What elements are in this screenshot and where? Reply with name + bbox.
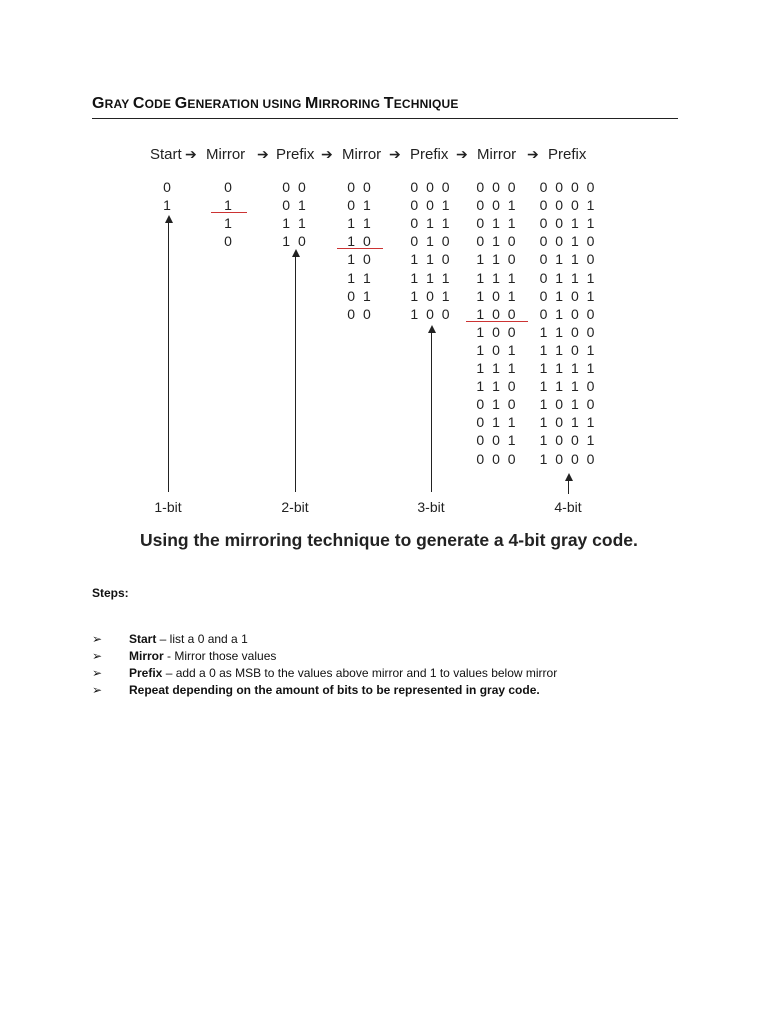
code-value: 0 1 0 1 (539, 287, 597, 304)
code-value: 0 0 (347, 179, 373, 195)
up-arrow-icon (168, 222, 169, 492)
step-text (129, 632, 248, 646)
title-fragment: RAY (104, 97, 133, 111)
code-value: 0 1 1 (410, 215, 452, 232)
code-value: 0 0 1 (476, 432, 518, 449)
code-value: 1 1 0 (410, 251, 452, 268)
code-value: 1 1 (282, 215, 308, 232)
title-fragment: T (383, 95, 394, 112)
step-item (92, 666, 692, 683)
code-value: 0 0 1 (476, 197, 518, 214)
code-value: 0 0 0 (476, 450, 518, 467)
step-label-mirror: Mirror (342, 146, 382, 163)
code-value: 0 1 0 (476, 396, 518, 413)
bit-label: 4-bit (554, 499, 582, 515)
code-value: 0 1 (347, 197, 373, 214)
code-value: 1 1 (347, 215, 373, 232)
code-value: 0 1 1 (476, 215, 518, 232)
code-value: 0 1 (282, 197, 308, 214)
code-value: 1 0 1 (476, 341, 518, 358)
step-item (92, 683, 692, 700)
step-keyword: Mirror (129, 649, 164, 663)
step-text (129, 683, 540, 697)
code-value: 1 0 (347, 251, 373, 268)
title-underline (92, 118, 678, 119)
title-fragment: G (174, 95, 188, 112)
step-description: – add a 0 as MSB to the values above mirror and 1 to values below mirror (162, 666, 558, 680)
code-value: 0 0 1 0 (539, 233, 597, 250)
right-arrow-icon: ➔ (527, 146, 539, 162)
step-label-start: Start (150, 146, 182, 163)
code-value: 0 0 1 (410, 197, 452, 214)
title-fragment: ODE (144, 97, 175, 111)
bit-label: 3-bit (417, 499, 445, 515)
code-value: 0 0 0 (410, 179, 452, 195)
step-item (92, 632, 692, 649)
up-arrow-icon (295, 256, 296, 492)
title-fragment: ECHNIQUE (393, 97, 459, 111)
code-value: 0 0 0 0 (539, 179, 597, 195)
arrow-bullet-icon: ➢ (92, 683, 103, 697)
step-label-mirror: Mirror (206, 146, 246, 163)
bit-label: 1-bit (154, 499, 182, 515)
code-value: 1 0 0 0 (539, 450, 597, 467)
step-text (129, 666, 557, 680)
code-value: 1 1 0 (476, 251, 518, 268)
right-arrow-icon: ➔ (389, 146, 401, 162)
step-label-mirror: Mirror (477, 146, 517, 163)
code-value: 0 1 1 0 (539, 251, 597, 268)
right-arrow-icon: ➔ (257, 146, 269, 162)
steps-heading: Steps: (92, 586, 129, 600)
up-arrow-icon (568, 480, 569, 494)
code-value: 1 (224, 197, 234, 214)
step-description: – list a 0 and a 1 (156, 632, 248, 646)
code-value: 1 0 1 (476, 287, 518, 304)
step-keyword: Prefix (129, 666, 163, 680)
code-value: 1 1 (347, 269, 373, 286)
step-item (92, 649, 692, 666)
title-fragment: ENERATION USING (187, 97, 306, 111)
bit-label: 2-bit (281, 499, 309, 515)
title-fragment: M (305, 95, 319, 112)
code-value: 1 0 1 (410, 287, 452, 304)
code-value: 0 0 0 1 (539, 197, 597, 214)
code-value: 1 1 1 (410, 269, 452, 286)
code-value: 1 1 0 (476, 378, 518, 395)
step-description: - Mirror those values (163, 649, 277, 663)
code-value: 1 1 1 0 (539, 378, 597, 395)
code-value: 1 1 0 0 (539, 323, 597, 340)
code-value: 0 1 0 0 (539, 305, 597, 322)
up-arrow-icon (431, 332, 432, 492)
mirror-line (466, 321, 528, 322)
code-value: 1 0 1 0 (539, 396, 597, 413)
code-value: 0 1 1 1 (539, 269, 597, 286)
code-value: 1 1 1 1 (539, 360, 597, 376)
document-title (92, 95, 678, 113)
code-value: 1 1 1 (476, 269, 518, 286)
code-value: 0 0 (282, 179, 308, 195)
code-value: 1 0 0 (476, 323, 518, 340)
title-fragment: IRRORING (318, 97, 384, 111)
code-value: 1 0 (282, 233, 308, 250)
step-text (129, 649, 276, 663)
code-value: 0 1 0 (476, 233, 518, 250)
code-value: 0 0 (347, 305, 373, 322)
code-value: 0 1 (347, 287, 373, 304)
right-arrow-icon: ➔ (456, 146, 468, 162)
title-fragment: G (92, 95, 105, 112)
code-value: 1 0 1 1 (539, 414, 597, 431)
code-value: 0 (224, 233, 234, 250)
arrow-bullet-icon: ➢ (92, 632, 103, 646)
code-value: 1 (224, 215, 234, 232)
code-value: 0 0 0 (476, 179, 518, 195)
figure-caption: Using the mirroring technique to generate a 4-bit gray code. (140, 530, 638, 550)
code-value: 1 1 0 1 (539, 341, 597, 358)
right-arrow-icon: ➔ (185, 146, 197, 162)
code-value: 1 0 (347, 233, 373, 250)
code-value: 0 1 0 (410, 233, 452, 250)
steps-list (92, 632, 692, 700)
code-value: 0 (224, 179, 234, 195)
mirror-line (211, 212, 247, 213)
code-value: 0 1 1 (476, 414, 518, 431)
arrow-bullet-icon: ➢ (92, 649, 103, 663)
code-value: 1 0 0 (410, 305, 452, 322)
mirror-line (337, 248, 383, 249)
arrow-bullet-icon: ➢ (92, 666, 103, 680)
code-value: 1 0 0 (476, 305, 518, 322)
title-fragment: C (132, 95, 145, 112)
code-value: 1 (163, 197, 173, 214)
diagram-header (150, 146, 610, 168)
step-label-prefix: Prefix (548, 146, 587, 163)
code-value: 0 0 1 1 (539, 215, 597, 232)
code-value: 1 0 0 1 (539, 432, 597, 449)
code-value: 1 1 1 (476, 360, 518, 376)
step-label-prefix: Prefix (410, 146, 449, 163)
right-arrow-icon: ➔ (321, 146, 333, 162)
code-value: 0 (163, 179, 173, 195)
step-keyword: Repeat depending on the amount of bits to be represented in gray code. (129, 683, 540, 697)
step-keyword: Start (129, 632, 157, 646)
step-label-prefix: Prefix (276, 146, 315, 163)
